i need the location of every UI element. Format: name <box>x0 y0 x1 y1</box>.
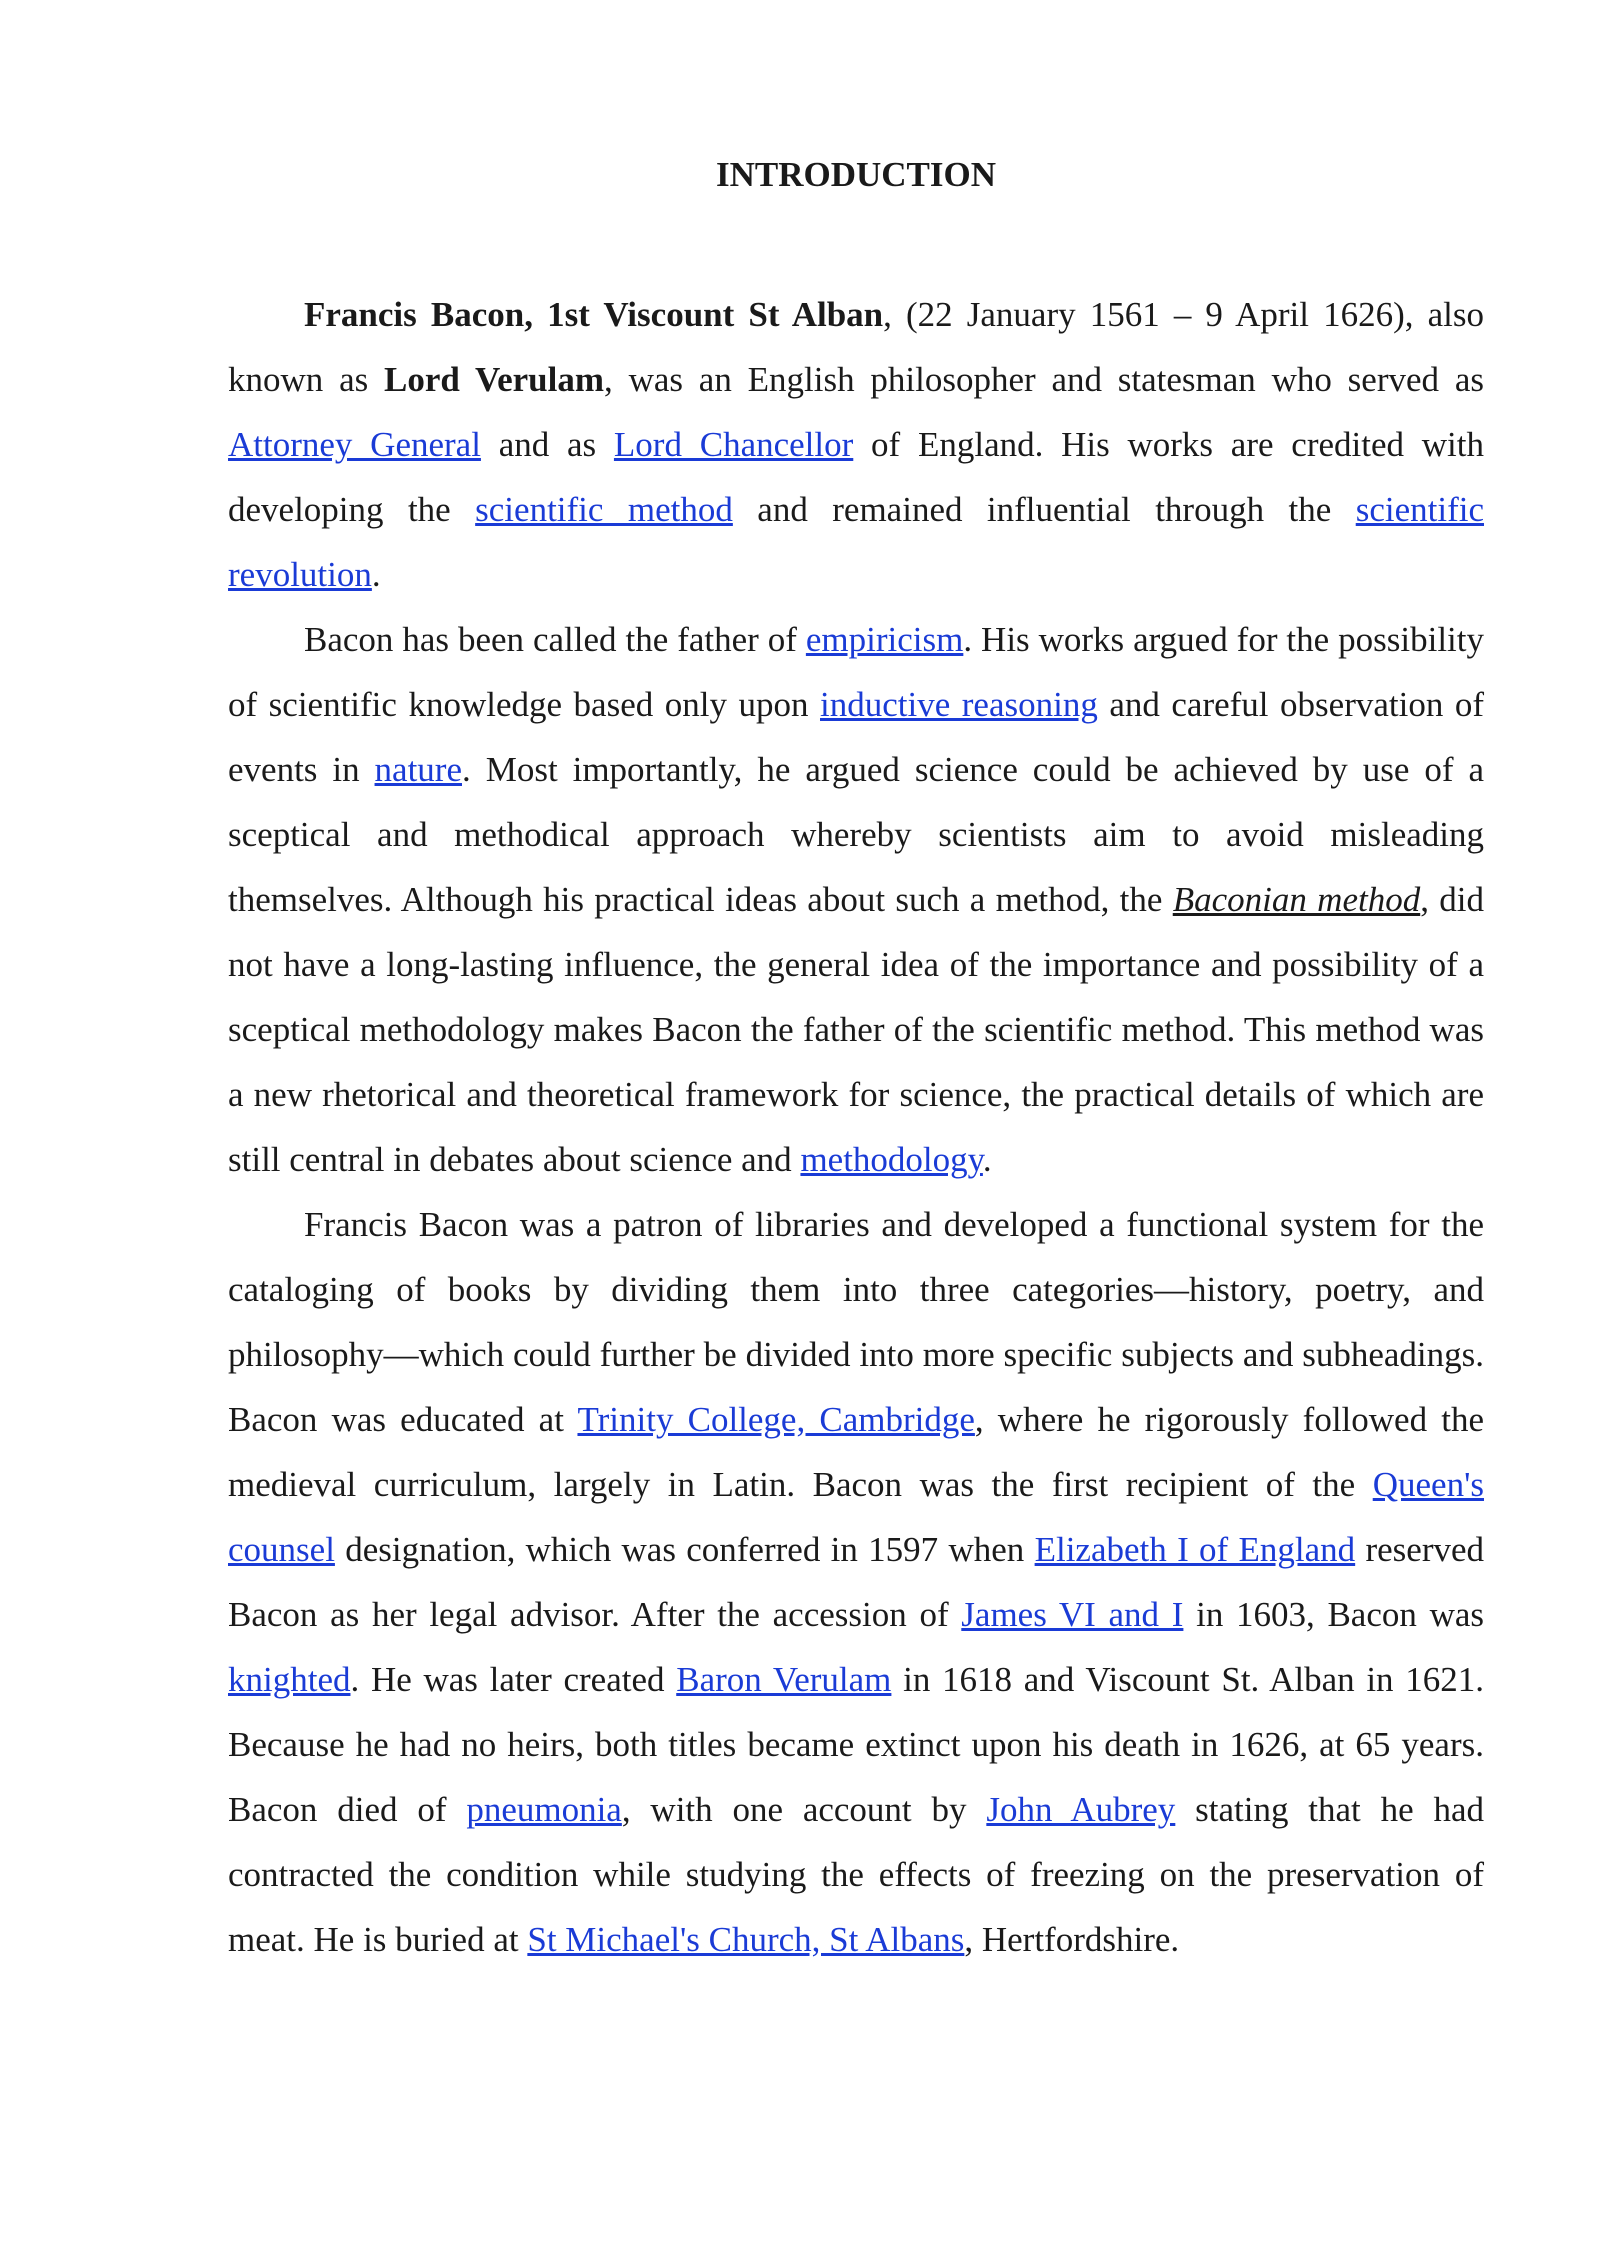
link-queens-counsel[interactable]: Queen's counsel <box>228 1465 1484 1569</box>
document-page <box>228 150 1484 1972</box>
link-nature[interactable]: nature <box>374 750 462 789</box>
text-span: . <box>371 555 381 594</box>
link-scientific-revolution[interactable]: scientific revolution <box>228 490 1484 594</box>
text-span: , Hertfordshire. <box>964 1920 1180 1959</box>
text-span: , was an English philosopher and statesman who served as <box>604 360 1484 399</box>
text-span: , where he rigorously followed the medieval curriculum, largely in Latin. Bacon was the first recipient of the <box>228 1400 1485 1504</box>
text-span: . His works argued for the possibility of scientific knowledge based only upon <box>228 620 1484 724</box>
link-st-michaels-church[interactable]: St Michael's Church, St Albans <box>527 1920 965 1959</box>
link-james-vi-and-i[interactable]: James VI and I <box>961 1595 1184 1634</box>
text-span: . Most importantly, he argued science could be achieved by use of a sceptical and methodical approach whereby scientists aim to avoid misleading themselves. Although his practical ideas about such a method, the <box>228 750 1484 919</box>
link-methodology[interactable]: methodology <box>800 1140 983 1179</box>
text-span: in 1603, Bacon was <box>1183 1595 1484 1634</box>
text-span: . <box>982 1140 992 1179</box>
text-span: , with one account by <box>621 1790 987 1829</box>
link-elizabeth-i[interactable]: Elizabeth I of England <box>1034 1530 1356 1569</box>
paragraph-2 <box>228 607 1484 1192</box>
text-span: and as <box>480 425 614 464</box>
link-inductive-reasoning[interactable]: inductive reasoning <box>820 685 1098 724</box>
link-lord-chancellor[interactable]: Lord Chancellor <box>613 425 854 464</box>
bold-title: Lord Verulam <box>384 360 605 399</box>
link-scientific-method[interactable]: scientific method <box>475 490 733 529</box>
link-baron-verulam[interactable]: Baron Verulam <box>676 1660 892 1699</box>
text-span: stating that he had contracted the condition while studying the effects of freezing on the preservation of meat. He is buried at <box>228 1790 1485 1959</box>
paragraph-3 <box>228 1192 1484 1972</box>
link-knighted[interactable]: knighted <box>228 1660 351 1699</box>
link-baconian-method[interactable]: Baconian method <box>1172 880 1421 919</box>
paragraph-1 <box>228 282 1484 607</box>
link-empiricism[interactable]: empiricism <box>805 620 964 659</box>
text-span: Francis Bacon was a patron of libraries and developed a functional system for the cataloging of books by dividing them into three categories—history, poetry, and philosophy—which could further be divided into more specific subjects and subheadings. Bacon was educated at <box>228 1205 1484 1439</box>
text-span: reserved Bacon as her legal advisor. After the accession of <box>228 1530 1485 1634</box>
bold-name: Francis Bacon, 1st Viscount St Alban <box>304 295 884 334</box>
text-span: of England. His works are credited with developing the <box>228 425 1484 529</box>
text-span: Bacon has been called the father of <box>304 620 806 659</box>
link-john-aubrey[interactable]: John Aubrey <box>986 1790 1176 1829</box>
link-pneumonia[interactable]: pneumonia <box>466 1790 622 1829</box>
text-span: , (22 January 1561 – 9 April 1626), also known as <box>228 295 1485 399</box>
text-span: in 1618 and Viscount St. Alban in 1621. Because he had no heirs, both titles became extinct upon his death in 1626, at 65 years. Bacon died of <box>228 1660 1484 1829</box>
page-title: INTRODUCTION <box>715 155 997 194</box>
text-span: , did not have a long-lasting influence, the general idea of the importance and possibility of a sceptical methodology makes Bacon the father of the scientific method. This method was a new rhetorical and theoretical framework for science, the practical details of which are still central in debates about science and <box>228 880 1484 1179</box>
text-span: designation, which was conferred in 1597 when <box>334 1530 1035 1569</box>
text-span: . He was later created <box>350 1660 677 1699</box>
link-attorney-general[interactable]: Attorney General <box>228 425 481 464</box>
text-span: and remained influential through the <box>732 490 1356 529</box>
link-trinity-college[interactable]: Trinity College, Cambridge <box>577 1400 975 1439</box>
text-span: and careful observation of events in <box>228 685 1485 789</box>
